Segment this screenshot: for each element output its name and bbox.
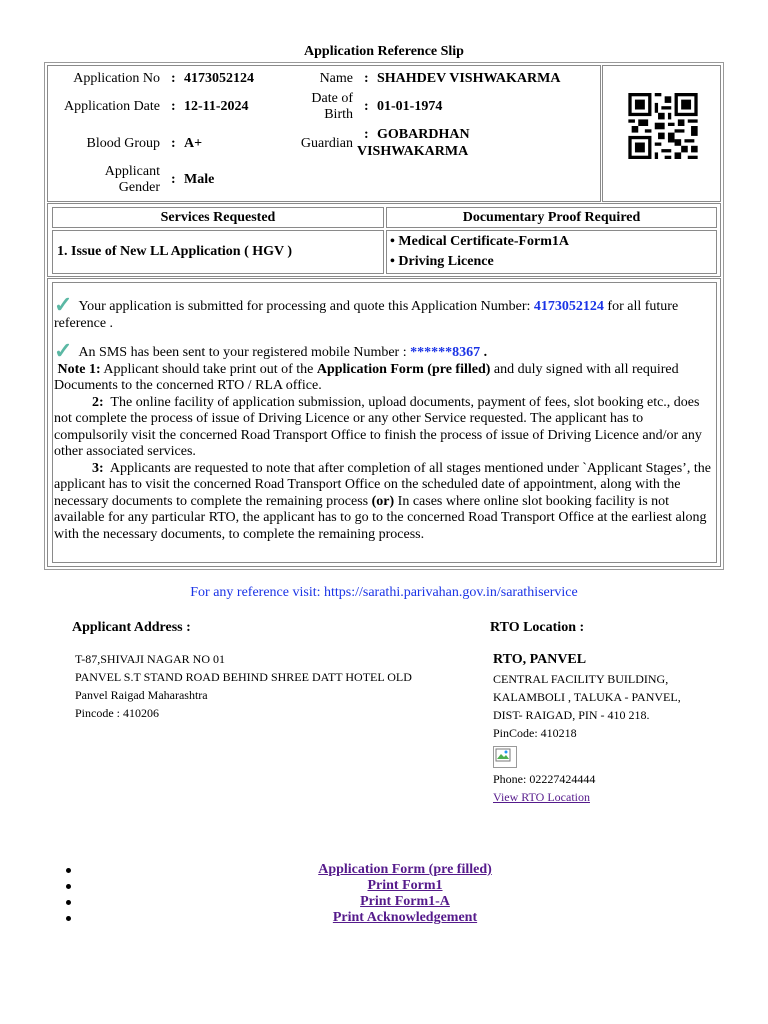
sms-text: An SMS has been sent to your registered mobile Number :	[78, 345, 407, 360]
note-2-label: 2:	[92, 394, 104, 410]
reference-link-text: For any reference visit: https://sarathi.parivahan.gov.in/sarathiservice	[190, 585, 578, 600]
note-3-text-end: In cases where online slot booking facility is not available for any particular RTO, the applicant has to go to the concerned Road Transport Office at the earliest along with the necessary documents, to complete the remaining process.	[54, 493, 707, 542]
guardian-value-line1: GOBARDHAN	[377, 127, 470, 142]
mobile-number-highlight: ******8367	[410, 345, 481, 360]
print-form1-link[interactable]: Print Form1	[367, 878, 443, 893]
proof-item: • Medical Certificate-Form1A	[390, 234, 570, 249]
documentary-proof-header: Documentary Proof Required	[386, 207, 717, 228]
print-acknowledgement-link[interactable]: Print Acknowledgement	[332, 910, 478, 925]
note-3-text: Applicants are requested to note that after completion of all stages mentioned under `Applicant Stages’, the applicant has to visit the concerned Road Transport Office on the scheduled date of appointment, along with the necessary documents to complete the remaining process	[54, 460, 711, 509]
colon: :	[171, 71, 176, 86]
list-item	[60, 862, 750, 878]
proof-item: • Driving Licence	[390, 254, 494, 269]
rto-address-line: PinCode: 410218	[493, 726, 577, 740]
colon: :	[171, 99, 176, 114]
note-1-text: Applicant should take print out of the	[103, 361, 314, 377]
note-3-or: (or)	[371, 493, 395, 509]
sms-note	[54, 338, 716, 363]
list-item	[60, 894, 750, 910]
check-icon: ✓	[54, 292, 73, 317]
note-2-text: The online facility of application submission, upload documents, payment of fees, slot booking etc., does not complete the process of issue of Driving Licence or any other Service requested. The applicant has to compulsorily visit the concerned Road Transport Office to finish the process of issue of Driving Licence and/or any other associated services.	[54, 394, 702, 459]
rto-address-line: DIST- RAIGAD, PIN - 410 218.	[493, 708, 650, 722]
application-no-label: Application No	[73, 71, 160, 86]
sms-text-end: .	[483, 345, 488, 360]
notes-content	[54, 292, 716, 543]
note-2	[54, 395, 716, 461]
rto-location-heading: RTO Location :	[490, 620, 585, 635]
address-line: Pincode : 410206	[75, 706, 159, 720]
name-value: SHAHDEV VISHWAKARMA	[377, 71, 561, 86]
colon: :	[364, 99, 369, 114]
blood-group-label: Blood Group	[86, 136, 160, 151]
service-requested-value: 1. Issue of New LL Application ( HGV )	[57, 244, 293, 259]
address-line: Panvel Raigad Maharashtra	[75, 688, 208, 702]
dob-value: 01-01-1974	[377, 99, 443, 114]
blood-group-value: A+	[184, 136, 203, 151]
applicant-address-heading: Applicant Address :	[72, 620, 191, 635]
qr-code	[628, 93, 698, 159]
list-item	[60, 878, 750, 894]
print-form1a-link[interactable]: Print Form1-A	[360, 894, 450, 909]
services-requested-header: Services Requested	[52, 207, 384, 228]
address-line: PANVEL S.T STAND ROAD BEHIND SHREE DATT HOTEL OLD	[75, 670, 412, 684]
action-links-list	[60, 862, 750, 926]
list-item	[60, 910, 750, 926]
gender-label-line2: Gender	[118, 180, 160, 195]
applicant-address	[75, 650, 412, 722]
note-1-form-name: Application Form (pre filled)	[316, 361, 491, 377]
dob-label-line2: Birth	[324, 107, 353, 122]
guardian-value-line2: VISHWAKARMA	[357, 144, 469, 159]
address-line: T-87,SHIVAJI NAGAR NO 01	[75, 652, 226, 666]
application-date-value: 12-11-2024	[184, 99, 249, 114]
rto-address	[493, 670, 681, 742]
note-1-label: Note 1:	[57, 361, 101, 377]
application-no-value: 4173052124	[184, 71, 254, 86]
note-1	[54, 362, 716, 395]
rto-address-line: KALAMBOLI , TALUKA - PANVEL,	[493, 690, 681, 704]
note-3	[54, 461, 716, 544]
submitted-note	[54, 292, 716, 332]
submitted-text: Your application is submitted for processing and quote this Application Number:	[78, 299, 531, 314]
colon: :	[171, 172, 176, 187]
name-label: Name	[319, 71, 353, 86]
dob-label-line1: Date of	[311, 91, 353, 106]
colon: :	[364, 71, 369, 86]
broken-image-icon	[493, 746, 517, 768]
page-title: Application Reference Slip	[304, 44, 464, 59]
colon: :	[364, 127, 369, 142]
view-rto-location-link[interactable]: View RTO Location	[493, 790, 590, 804]
gender-value: Male	[184, 172, 215, 187]
rto-phone: Phone: 02227424444	[493, 772, 596, 786]
submitted-text-end: for all future reference .	[54, 299, 679, 331]
application-form-link[interactable]: Application Form (pre filled)	[318, 862, 492, 877]
application-number-highlight: 4173052124	[533, 299, 604, 314]
rto-name: RTO, PANVEL	[493, 652, 587, 667]
application-date-label: Application Date	[63, 99, 160, 114]
note-1-text-end: and duly signed with all required Documents to the concerned RTO / RLA office.	[54, 361, 679, 393]
guardian-label: Guardian	[300, 136, 353, 151]
rto-address-line: CENTRAL FACILITY BUILDING,	[493, 672, 669, 686]
check-icon: ✓	[54, 338, 73, 363]
gender-label-line1: Applicant	[104, 164, 160, 179]
colon: :	[171, 136, 176, 151]
note-3-label: 3:	[92, 460, 104, 476]
